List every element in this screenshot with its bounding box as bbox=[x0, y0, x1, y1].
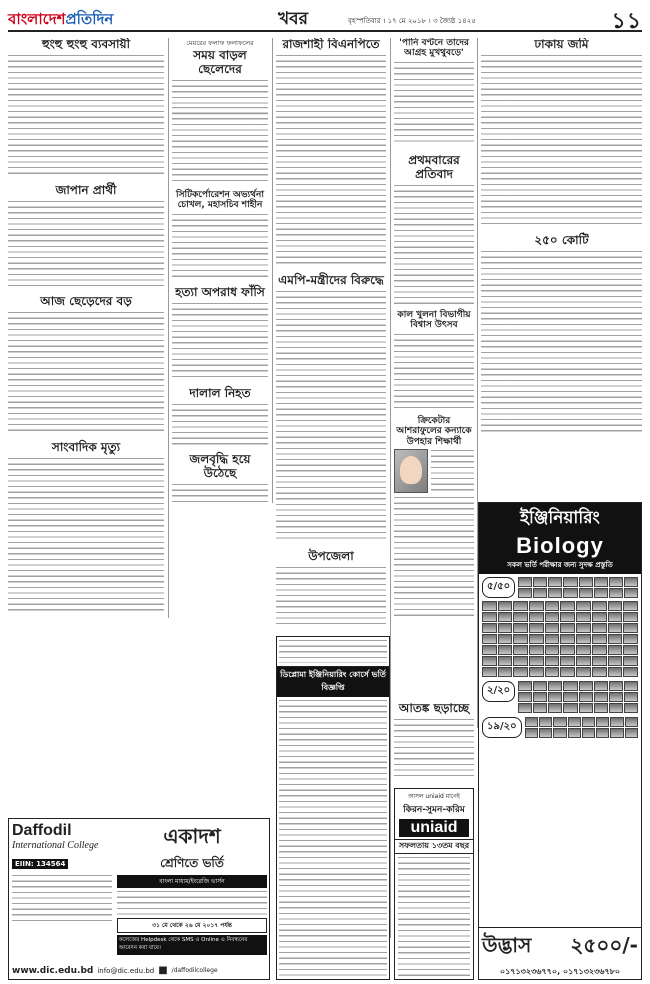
student-photo bbox=[513, 612, 528, 622]
story-body bbox=[394, 718, 474, 776]
news-story[interactable] bbox=[394, 702, 474, 776]
news-story[interactable] bbox=[276, 274, 386, 544]
column-2 bbox=[172, 38, 268, 503]
ad-deadline: ৩১ মে থেকে ২৬ মে ২০১৭ পর্যন্ত bbox=[117, 918, 267, 933]
student-photo bbox=[518, 588, 532, 598]
student-photo bbox=[610, 717, 623, 727]
news-story[interactable] bbox=[394, 154, 474, 304]
story-body bbox=[394, 496, 474, 616]
portrait-photo bbox=[394, 449, 428, 493]
ad-headline: একাদশ bbox=[163, 824, 221, 848]
student-photo bbox=[594, 681, 608, 691]
student-photo-grid bbox=[482, 601, 638, 677]
student-photo bbox=[623, 623, 638, 633]
student-photo bbox=[594, 692, 608, 702]
student-photo bbox=[482, 656, 497, 666]
story-kicker: মেয়রের ফলাফ ফলাফলের bbox=[186, 39, 254, 47]
student-photo bbox=[498, 656, 513, 666]
ad-title: ডিপ্লোমা ইঞ্জিনিয়ারিং কোর্সে ভর্তি বিজ্ঞপ্তি bbox=[277, 667, 389, 697]
ad-headline: ইঞ্জিনিয়ারিং bbox=[520, 508, 600, 528]
student-photo bbox=[529, 623, 544, 633]
student-photo bbox=[545, 601, 560, 611]
daffodil-college-ad[interactable] bbox=[8, 818, 270, 980]
student-photo bbox=[518, 692, 532, 702]
diploma-admission-ad[interactable] bbox=[276, 636, 390, 980]
story-body bbox=[172, 302, 268, 380]
student-photo bbox=[560, 645, 575, 655]
student-photo bbox=[533, 703, 547, 713]
news-story[interactable] bbox=[481, 38, 642, 228]
column-rule bbox=[272, 38, 273, 503]
udvash-footer bbox=[479, 927, 641, 979]
story-headline[interactable]: কাল খুলনা বিভাগীয় বিশ্বাস উৎসব bbox=[397, 310, 471, 331]
student-photo bbox=[513, 667, 528, 677]
story-body bbox=[172, 483, 268, 503]
udvash-phone[interactable]: ০১৭১৩২৩৬৭৭০, ০১৭১৩২৩৬৭৮০ bbox=[499, 967, 621, 976]
student-photo bbox=[623, 612, 638, 622]
story-body bbox=[8, 311, 164, 433]
student-photo bbox=[498, 601, 513, 611]
student-photo bbox=[576, 634, 591, 644]
student-photo bbox=[624, 681, 638, 691]
story-headline[interactable]: সময় বাড়ল ছেলেদের bbox=[193, 48, 247, 76]
student-photo bbox=[529, 634, 544, 644]
student-photo bbox=[498, 623, 513, 633]
ad-tagline: সকল ভর্তি পরীক্ষার জন্য সুদক্ষ প্রস্তুতি bbox=[507, 561, 613, 569]
student-photo bbox=[482, 612, 497, 622]
result-badge: ৫/৫০ bbox=[482, 577, 515, 598]
student-photo bbox=[579, 692, 593, 702]
student-photo bbox=[560, 612, 575, 622]
helpdesk-note: কলেজের Helpdesk থেকে SMS ও Online এ নিবন্ধনের আবেদন করা যাবে। bbox=[117, 935, 267, 955]
story-body bbox=[394, 184, 474, 304]
story-headline[interactable]: রাজশাহী বিএনপিতে bbox=[282, 38, 380, 51]
story-headline[interactable]: আতঙ্ক ছড়াচ্ছে bbox=[398, 702, 470, 715]
story-headline[interactable]: সাংবাদিক মৃত্যু bbox=[51, 440, 121, 454]
student-photo bbox=[498, 612, 513, 622]
email-link[interactable]: info@dic.edu.bd bbox=[97, 966, 155, 975]
student-photo-grid bbox=[525, 717, 638, 738]
student-photo bbox=[563, 703, 577, 713]
daffodil-logo-sub: International College bbox=[12, 840, 99, 851]
student-photo bbox=[608, 623, 623, 633]
student-photo bbox=[608, 667, 623, 677]
student-photo bbox=[529, 667, 544, 677]
ad-body bbox=[12, 874, 112, 922]
story-headline[interactable]: জলবৃদ্ধি হয়ে উঠেছে bbox=[189, 452, 251, 480]
facebook-link[interactable]: /daffodilcollege bbox=[171, 967, 218, 974]
student-photo bbox=[539, 717, 552, 727]
student-photo bbox=[548, 681, 562, 691]
uniaid-logo: uniaid bbox=[399, 819, 469, 837]
student-photo bbox=[518, 681, 532, 691]
student-photo bbox=[594, 588, 608, 598]
student-photo bbox=[592, 623, 607, 633]
brand-part-1: বাংলাদেশ bbox=[8, 10, 66, 28]
student-photo bbox=[623, 656, 638, 666]
story-headline[interactable]: দালাল নিহত bbox=[189, 386, 251, 400]
column-rule bbox=[168, 38, 169, 618]
daffodil-headline-block bbox=[117, 822, 267, 955]
ad-subheadline: শ্রেণিতে ভর্তি bbox=[160, 856, 224, 870]
student-photo bbox=[592, 601, 607, 611]
student-photo bbox=[548, 577, 562, 587]
student-photo bbox=[533, 692, 547, 702]
website-link[interactable]: www.dic.edu.bd bbox=[12, 965, 94, 976]
student-photo bbox=[596, 717, 609, 727]
ad-bar: বাংলা মাধ্যম/ইংরেজি ভার্সন bbox=[117, 875, 267, 888]
page-number: ১১ bbox=[611, 9, 642, 34]
story-headline[interactable]: 'পানি বণ্টনে তাদের আগ্রহ মুখথুবড়ে' bbox=[399, 38, 469, 59]
result-badge: ১৯/২০ bbox=[482, 717, 522, 738]
student-photo bbox=[609, 588, 623, 598]
uniaid-promo: সফলতায় ১৩তম বছর bbox=[395, 839, 473, 854]
story-headline[interactable]: ক্রিকেটার আশরাফুলের কন্যাকে উপহার শিক্ষার্থী bbox=[396, 416, 472, 447]
story-body bbox=[172, 403, 268, 445]
student-photo bbox=[596, 728, 609, 738]
ad-body bbox=[117, 890, 267, 916]
story-headline[interactable]: আজ ছেড়েদের বড় bbox=[40, 294, 132, 308]
student-photo bbox=[529, 645, 544, 655]
student-photo bbox=[545, 634, 560, 644]
story-body bbox=[276, 290, 386, 542]
ad-header bbox=[479, 503, 641, 574]
student-photo bbox=[482, 667, 497, 677]
student-photo bbox=[545, 623, 560, 633]
student-photo bbox=[568, 717, 581, 727]
student-photo-grid bbox=[518, 681, 638, 713]
student-photo bbox=[482, 634, 497, 644]
dateline: বৃহস্পতিবার । ১৭ মে ২০১৮ । ৩ জ্যৈষ্ঠ ১৪২৫ bbox=[348, 17, 476, 25]
column-1 bbox=[8, 38, 164, 618]
news-story[interactable] bbox=[172, 190, 268, 280]
story-body bbox=[276, 54, 386, 266]
uniaid-names: কিরন-সুমন-করিম bbox=[403, 805, 465, 815]
face-icon bbox=[400, 456, 422, 484]
story-headline[interactable]: উপজেলা bbox=[308, 549, 354, 563]
student-photo bbox=[513, 645, 528, 655]
student-photo bbox=[518, 703, 532, 713]
student-photo bbox=[623, 634, 638, 644]
story-body bbox=[172, 213, 268, 278]
brand-part-2: প্রতিদিন bbox=[65, 10, 114, 28]
result-badge: ২/২০ bbox=[482, 681, 515, 702]
student-photo bbox=[582, 717, 595, 727]
story-body bbox=[8, 457, 164, 612]
student-photo bbox=[609, 692, 623, 702]
student-photo bbox=[539, 728, 552, 738]
story-body bbox=[431, 449, 474, 493]
news-story[interactable] bbox=[276, 38, 386, 268]
student-photo bbox=[579, 681, 593, 691]
udvash-price: ২৫০০/- bbox=[570, 933, 638, 957]
student-photo bbox=[576, 667, 591, 677]
student-photo bbox=[592, 667, 607, 677]
student-photo bbox=[594, 703, 608, 713]
student-photo bbox=[560, 601, 575, 611]
story-headline[interactable]: জাপান প্রার্থী bbox=[55, 183, 117, 197]
ad-body bbox=[279, 699, 387, 980]
student-photo bbox=[563, 692, 577, 702]
student-photo bbox=[610, 728, 623, 738]
student-photo bbox=[608, 634, 623, 644]
daffodil-logo: Daffodil bbox=[12, 822, 72, 839]
student-photo bbox=[608, 612, 623, 622]
story-body bbox=[8, 54, 164, 174]
student-photo bbox=[545, 667, 560, 677]
student-photo bbox=[513, 601, 528, 611]
student-photo bbox=[498, 667, 513, 677]
student-photo bbox=[498, 634, 513, 644]
ad-header-text bbox=[279, 639, 387, 663]
student-photo bbox=[582, 728, 595, 738]
story-headline[interactable]: ২৫০ কোটি bbox=[534, 233, 589, 247]
story-headline[interactable]: হুংহু হুংহু ব্যবসায়ী bbox=[41, 38, 131, 51]
student-photo bbox=[563, 577, 577, 587]
student-photo bbox=[560, 667, 575, 677]
student-photo bbox=[576, 612, 591, 622]
student-photo-grid bbox=[518, 577, 638, 598]
student-photo bbox=[592, 656, 607, 666]
news-story[interactable] bbox=[394, 310, 474, 410]
student-photo bbox=[625, 728, 638, 738]
column-4 bbox=[394, 38, 474, 698]
ad-headline-2: Biology bbox=[516, 533, 604, 558]
student-photo bbox=[576, 656, 591, 666]
student-photo bbox=[624, 588, 638, 598]
student-photo bbox=[529, 612, 544, 622]
student-photo bbox=[533, 577, 547, 587]
student-photo bbox=[608, 656, 623, 666]
news-story[interactable] bbox=[8, 295, 164, 435]
story-headline[interactable]: সিটিকর্পোরেশন অভ্যর্থনা চোখল, মহাসচিব শাহীন bbox=[176, 190, 264, 211]
student-photo bbox=[579, 588, 593, 598]
news-story[interactable] bbox=[394, 38, 474, 148]
student-photo bbox=[513, 634, 528, 644]
student-photo bbox=[592, 634, 607, 644]
student-photo bbox=[498, 645, 513, 655]
student-photo bbox=[592, 612, 607, 622]
column-rule bbox=[390, 38, 391, 938]
student-photo bbox=[563, 588, 577, 598]
news-story[interactable] bbox=[481, 234, 642, 434]
student-photo bbox=[513, 656, 528, 666]
story-headline[interactable]: প্রথমবারের প্রতিবাদ bbox=[408, 153, 460, 181]
student-photo bbox=[623, 601, 638, 611]
eiin-code: EIIN: 134564 bbox=[12, 859, 68, 869]
news-story[interactable] bbox=[172, 38, 268, 100]
column-3 bbox=[276, 38, 386, 628]
newspaper-logo bbox=[8, 8, 113, 33]
student-photo bbox=[624, 703, 638, 713]
student-photo bbox=[576, 601, 591, 611]
student-photo bbox=[563, 681, 577, 691]
student-photo bbox=[560, 623, 575, 633]
daffodil-logo-block bbox=[12, 822, 112, 922]
student-photo bbox=[525, 717, 538, 727]
news-story[interactable] bbox=[8, 184, 164, 289]
udvash-logo: উদ্ভাস bbox=[482, 933, 532, 957]
column-5 bbox=[481, 38, 642, 498]
news-story[interactable] bbox=[172, 453, 268, 503]
story-headline[interactable]: হত্যা অপরাধ ফাঁসি bbox=[175, 285, 265, 299]
ad-body bbox=[398, 856, 470, 976]
uniaid-ad[interactable] bbox=[394, 788, 474, 980]
student-photo bbox=[608, 645, 623, 655]
student-photo bbox=[548, 692, 562, 702]
student-photo bbox=[609, 577, 623, 587]
student-photo bbox=[608, 601, 623, 611]
student-photo bbox=[623, 645, 638, 655]
student-photo bbox=[529, 656, 544, 666]
student-photo bbox=[545, 612, 560, 622]
student-photo bbox=[576, 623, 591, 633]
student-photo bbox=[529, 601, 544, 611]
student-photo bbox=[533, 588, 547, 598]
student-photo bbox=[623, 667, 638, 677]
story-headline[interactable]: এমপি-মন্ত্রীদের বিরুদ্ধে bbox=[278, 273, 384, 287]
student-photo bbox=[525, 728, 538, 738]
student-photo bbox=[560, 634, 575, 644]
facebook-icon[interactable]: ■ bbox=[158, 965, 168, 976]
student-photo bbox=[482, 645, 497, 655]
student-photo bbox=[579, 703, 593, 713]
news-story[interactable] bbox=[394, 416, 474, 616]
student-photo bbox=[482, 601, 497, 611]
student-photo bbox=[553, 728, 566, 738]
student-photo bbox=[624, 577, 638, 587]
student-photo bbox=[518, 577, 532, 587]
student-photo bbox=[513, 623, 528, 633]
story-body bbox=[276, 566, 386, 628]
biology-coaching-ad[interactable] bbox=[478, 502, 642, 980]
news-story[interactable] bbox=[172, 286, 268, 381]
story-body bbox=[394, 61, 474, 143]
news-story[interactable] bbox=[172, 387, 268, 447]
story-body bbox=[481, 54, 642, 226]
column-4-lower bbox=[394, 702, 474, 782]
story-body bbox=[172, 106, 268, 184]
student-photo bbox=[594, 577, 608, 587]
story-body bbox=[481, 250, 642, 432]
section-title: খবর bbox=[278, 9, 308, 29]
student-photo bbox=[545, 656, 560, 666]
story-body bbox=[8, 200, 164, 288]
uniaid-top: আসল uniaid মানেই bbox=[408, 793, 460, 800]
student-photo bbox=[560, 656, 575, 666]
ad-header bbox=[277, 637, 389, 667]
student-photo bbox=[624, 692, 638, 702]
news-story[interactable] bbox=[8, 441, 164, 611]
student-photo bbox=[548, 703, 562, 713]
student-photo bbox=[545, 645, 560, 655]
student-photo bbox=[548, 588, 562, 598]
story-body bbox=[394, 333, 474, 408]
daffodil-contact-row bbox=[12, 965, 266, 976]
student-photo bbox=[553, 717, 566, 727]
student-photo bbox=[579, 577, 593, 587]
student-photo bbox=[576, 645, 591, 655]
student-photo bbox=[625, 717, 638, 727]
student-photo bbox=[609, 703, 623, 713]
student-photo bbox=[592, 645, 607, 655]
student-photo bbox=[609, 681, 623, 691]
student-photo bbox=[482, 623, 497, 633]
masthead bbox=[8, 6, 642, 32]
news-story[interactable] bbox=[8, 38, 164, 178]
student-photo bbox=[568, 728, 581, 738]
story-headline[interactable]: ঢাকায় জমি bbox=[534, 38, 589, 51]
news-story[interactable] bbox=[276, 550, 386, 628]
results-section bbox=[479, 574, 641, 741]
student-photo bbox=[533, 681, 547, 691]
